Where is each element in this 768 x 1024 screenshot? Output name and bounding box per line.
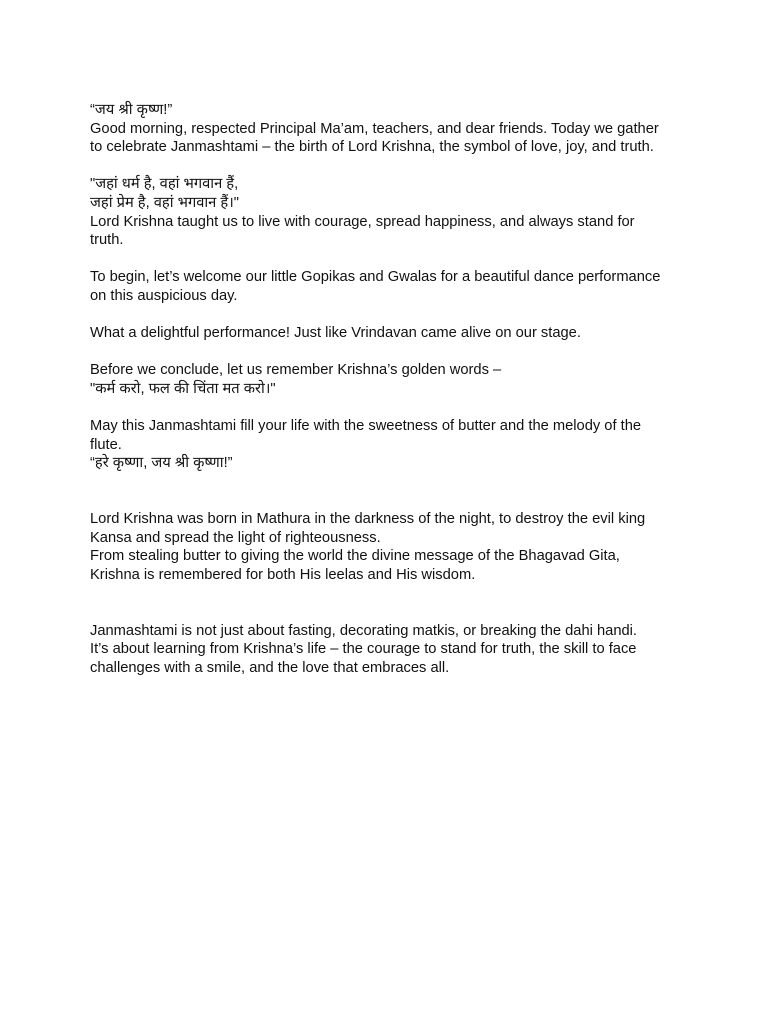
story-line: Kansa and spread the light of righteousness. bbox=[90, 529, 381, 546]
paragraph-spacer bbox=[90, 399, 690, 418]
verse-line: Lord Krishna taught us to live with courage, spread happiness, and always stand for bbox=[90, 213, 635, 230]
verse-line: जहां प्रेम है, वहां भगवान हैं।" bbox=[90, 194, 239, 211]
story-line: From stealing butter to giving the world the divine message of the Bhagavad Gita, bbox=[90, 548, 620, 565]
opening-line: to celebrate Janmashtami – the birth of Lord Krishna, the symbol of love, joy, and truth. bbox=[90, 139, 654, 156]
meaning-paragraph bbox=[90, 622, 690, 678]
after-performance-paragraph bbox=[90, 324, 690, 343]
meaning-line: challenges with a smile, and the love that embraces all. bbox=[90, 659, 450, 676]
paragraph-spacer bbox=[90, 306, 690, 325]
dance-line: To begin, let’s welcome our little Gopikas and Gwalas for a beautiful dance performance bbox=[90, 269, 661, 286]
story-line: Lord Krishna was born in Mathura in the darkness of the night, to destroy the evil king bbox=[90, 511, 646, 528]
opening-paragraph bbox=[90, 101, 690, 157]
story-line: Krishna is remembered for both His leelas and His wisdom. bbox=[90, 566, 476, 583]
blessing-line: “हरे कृष्णा, जय श्री कृष्णा!” bbox=[90, 455, 233, 472]
verse-line: truth. bbox=[90, 232, 124, 249]
conclusion-paragraph bbox=[90, 361, 690, 398]
verse-paragraph bbox=[90, 175, 690, 249]
opening-greeting: “जय श्री कृष्ण!” bbox=[90, 102, 173, 118]
paragraph-spacer bbox=[90, 343, 690, 362]
paragraph-spacer bbox=[90, 584, 690, 621]
after-performance-line: What a delightful performance! Just like Vrindavan came alive on our stage. bbox=[90, 325, 581, 342]
paragraph-spacer bbox=[90, 473, 690, 510]
meaning-line: Janmashtami is not just about fasting, decorating matkis, or breaking the dahi handi. bbox=[90, 622, 638, 639]
blessing-paragraph bbox=[90, 417, 690, 473]
dance-line: on this auspicious day. bbox=[90, 287, 238, 304]
paragraph-spacer bbox=[90, 250, 690, 269]
verse-line: "जहां धर्म है, वहां भगवान हैं, bbox=[90, 176, 239, 193]
meaning-line: It’s about learning from Krishna’s life – the courage to stand for truth, the skill to face bbox=[90, 641, 637, 658]
speech-document bbox=[90, 101, 690, 677]
conclusion-line: "कर्म करो, फल की चिंता मत करो।" bbox=[90, 380, 276, 397]
blessing-line: flute. bbox=[90, 436, 122, 453]
dance-paragraph bbox=[90, 268, 690, 305]
conclusion-line: Before we conclude, let us remember Krishna’s golden words – bbox=[90, 362, 502, 379]
blessing-line: May this Janmashtami fill your life with the sweetness of butter and the melody of the bbox=[90, 418, 642, 435]
paragraph-spacer bbox=[90, 157, 690, 176]
opening-line: Good morning, respected Principal Ma’am, teachers, and dear friends. Today we gather bbox=[90, 120, 659, 137]
story-paragraph bbox=[90, 510, 690, 584]
